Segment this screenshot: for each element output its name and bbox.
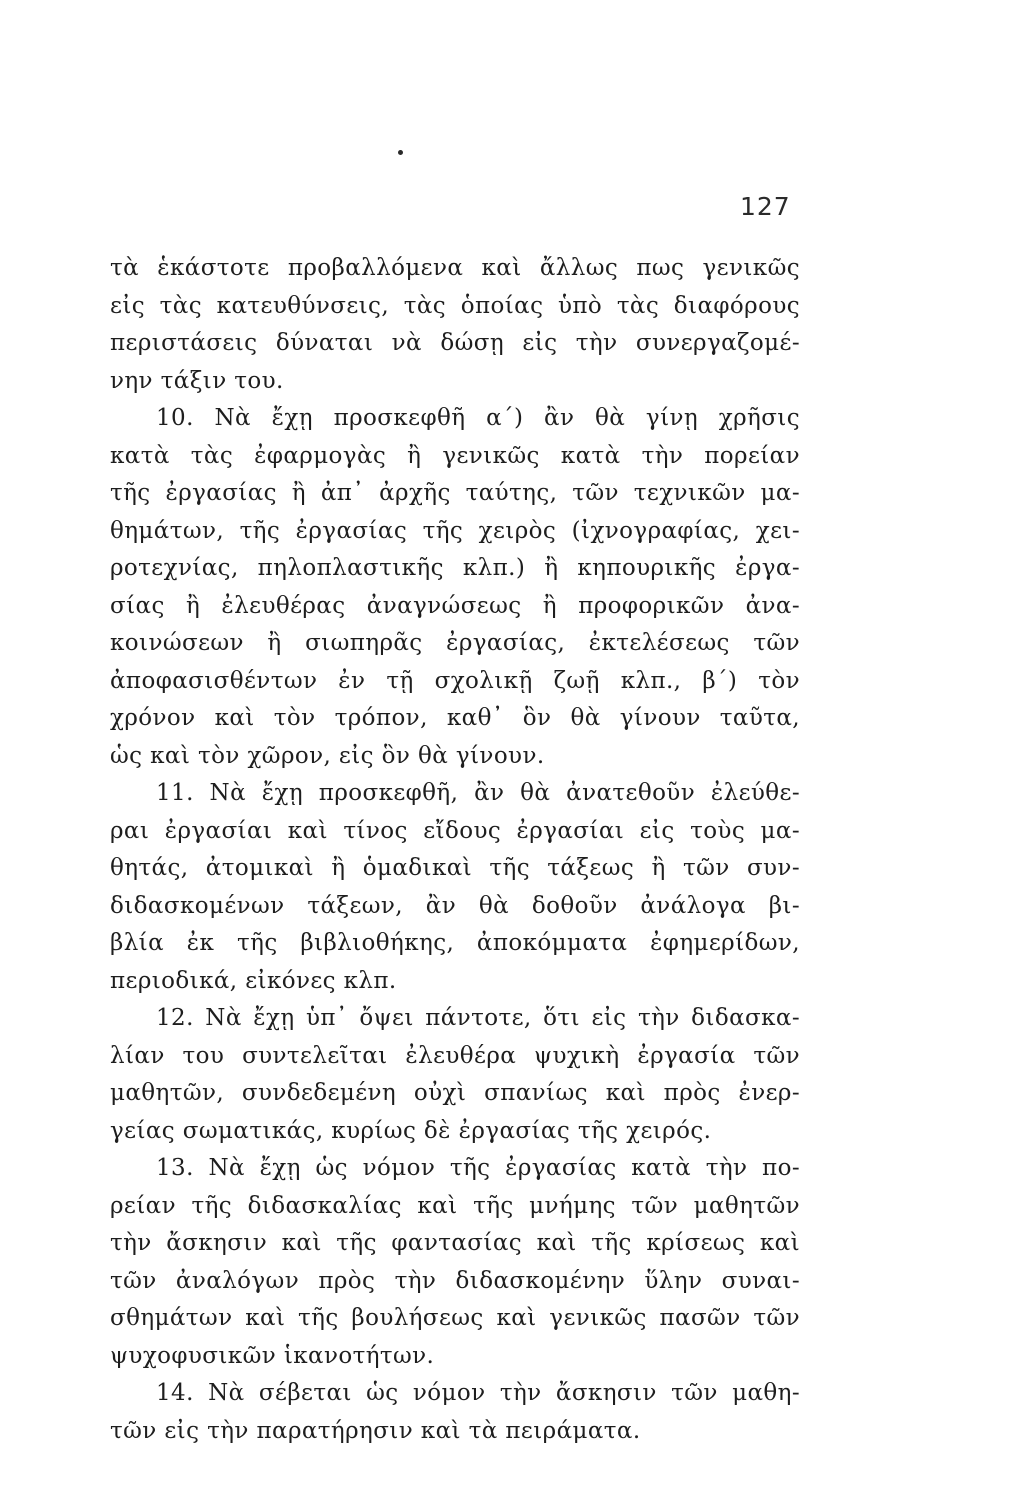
text-line: τῶν ἀναλόγων πρὸς τὴν διδασκομένην ὕλην συναι- [110,1267,800,1294]
ink-speck [398,150,403,155]
text-line: θητάς, ἀτομικαὶ ἢ ὁμαδικαὶ τῆς τάξεως ἢ τῶν συν- [110,855,800,881]
text-line: τὴν ἄσκησιν καὶ τῆς φαντασίας καὶ τῆς κρίσεως καὶ [110,1230,800,1256]
text-line: κοινώσεων ἢ σιωπηρᾶς ἐργασίας, ἐκτελέσεως τῶν [110,630,800,656]
text-line: ρείαν τῆς διδασκαλίας καὶ τῆς μνήμης τῶν μαθητῶν [110,1192,800,1219]
text-line: λίαν του συντελεῖται ἐλευθέρα ψυχικὴ ἐργασία τῶν [110,1042,800,1069]
text-line: ψυχοφυσικῶν ἱκανοτήτων. [110,1342,435,1369]
text-line: κατὰ τὰς ἐφαρμογὰς ἢ γενικῶς κατὰ τὴν πορείαν [110,442,800,469]
text-line: τὰ ἑκάστοτε προβαλλόμενα καὶ ἄλλως πως γενικῶς [110,255,800,281]
text-line: τῶν εἰς τὴν παρατήρησιν καὶ τὰ πειράματα. [110,1417,641,1444]
paragraph-11-start: 11. Νὰ ἔχῃ προσκεφθῆ, ἂν θὰ ἀνατεθοῦν ἐλεύθε- [156,780,800,806]
text-line: ροτεχνίας, πηλοπλαστικῆς κλπ.) ἢ κηπουρικῆς ἐργα- [110,555,800,581]
paragraph-10-start: 10. Νὰ ἔχῃ προσκεφθῆ α΄) ἂν θὰ γίνῃ χρῆσις [156,405,800,431]
text-line: ἀποφασισθέντων ἐν τῇ σχολικῇ ζωῇ κλπ., β΄) τὸν [110,667,800,694]
text-line: σθημάτων καὶ τῆς βουλήσεως καὶ γενικῶς πασῶν τῶν [110,1305,800,1331]
paragraph-12-start: 12. Νὰ ἔχῃ ὑπ᾿ ὄψει πάντοτε, ὅτι εἰς τὴν διδασκα- [156,1005,800,1031]
body-text [110,250,800,1450]
page-number: 127 [740,192,791,221]
text-line: γείας σωματικάς, κυρίως δὲ ἐργασίας τῆς χειρός. [110,1117,712,1144]
text-line: τῆς ἐργασίας ἢ ἀπ᾿ ἀρχῆς ταύτης, τῶν τεχνικῶν μα- [110,480,800,506]
text-line: περιοδικά, εἰκόνες κλπ. [110,967,397,994]
text-line: ραι ἐργασίαι καὶ τίνος εἴδους ἐργασίαι εἰς τοὺς μα- [110,817,800,844]
text-line: ὡς καὶ τὸν χῶρον, εἰς ὃν θὰ γίνουν. [110,742,545,769]
paragraph-13-start: 13. Νὰ ἔχῃ ὡς νόμον τῆς ἐργασίας κατὰ τὴν πο- [156,1155,800,1181]
text-line: χρόνον καὶ τὸν τρόπον, καθ᾿ ὃν θὰ γίνουν ταῦτα, [110,705,800,731]
text-line: βλία ἐκ τῆς βιβλιοθήκης, ἀποκόμματα ἐφημερίδων, [110,930,800,956]
text-line: νην τάξιν του. [110,367,284,394]
text-line: σίας ἢ ἐλευθέρας ἀναγνώσεως ἢ προφορικῶν ἀνα- [110,592,800,619]
text-line: περιστάσεις δύναται νὰ δώσῃ εἰς τὴν συνεργαζομέ- [110,330,800,356]
text-line: διδασκομένων τάξεων, ἂν θὰ δοθοῦν ἀνάλογα βι- [110,892,800,919]
text-line: εἰς τὰς κατευθύνσεις, τὰς ὁποίας ὑπὸ τὰς διαφόρους [110,292,800,319]
text-line: μαθητῶν, συνδεδεμένη οὐχὶ σπανίως καὶ πρὸς ἐνερ- [110,1080,800,1106]
text-line: θημάτων, τῆς ἐργασίας τῆς χειρὸς (ἰχνογραφίας, χει- [110,517,800,544]
paragraph-14-start: 14. Νὰ σέβεται ὡς νόμον τὴν ἄσκησιν τῶν μαθη- [156,1380,800,1406]
